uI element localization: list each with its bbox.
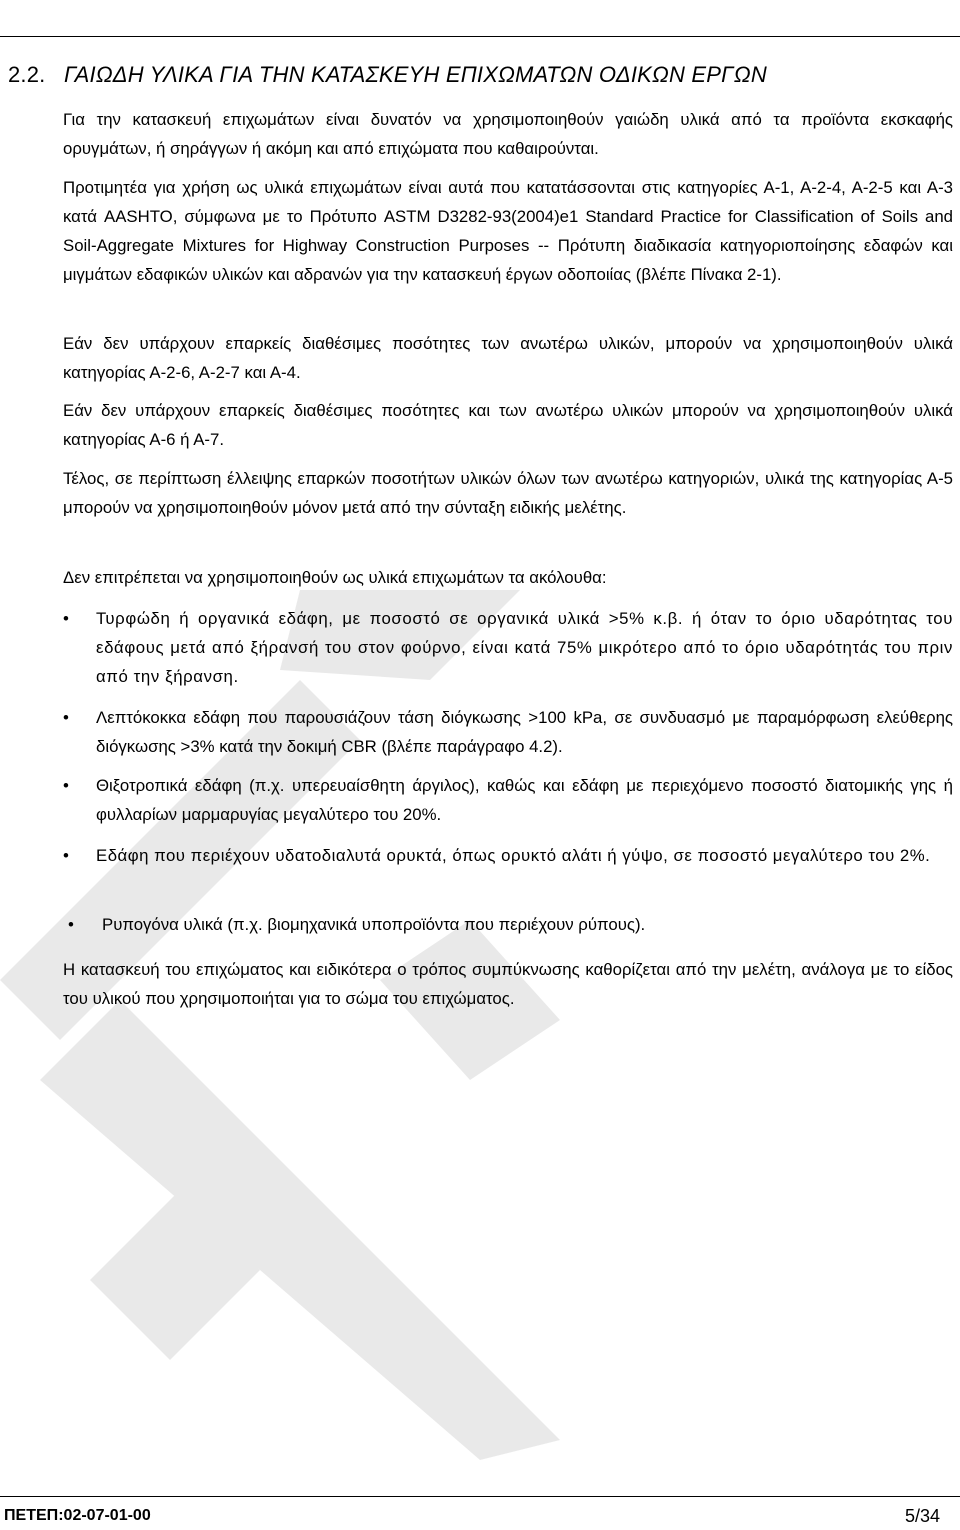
footer-rule — [0, 1496, 960, 1497]
bullet-marker: • — [63, 609, 69, 628]
list-item-soluble-minerals: Εδάφη που περιέχουν υδατοδιαλυτά ορυκτά, όπως ορυκτό αλάτι ή γύψο, σε ποσοστό μεγαλύτερο του 2%. — [96, 846, 931, 865]
list-item-thixotropic-soils: Θιξοτροπικά εδάφη (π.χ. υπερευαίσθητη άργιλος), καθώς και εδάφη με περιεχόμενο ποσοστό διατομικής γης ή φυλλαρίων μαρμαρυγίας μεγαλύτερο του 20%. — [96, 776, 953, 824]
footer-page-number: 5/34 — [904, 1506, 940, 1526]
bullet-marker: • — [63, 846, 69, 865]
bullet-marker: • — [63, 776, 69, 795]
paragraph-prohibited-intro: Δεν επιτρέπεται να χρησιμοποιηθούν ως υλικά επιχωμάτων τα ακόλουθα: — [63, 568, 607, 587]
footer-spec-code: ΠΕΤΕΠ:02-07-01-00 — [4, 1507, 151, 1524]
bullet-marker: • — [63, 708, 69, 727]
top-rule — [0, 36, 960, 37]
paragraph-a5-materials: Τέλος, σε περίπτωση έλλειψης επαρκών ποσοτήτων υλικών όλων των ανωτέρω κατηγοριών, υλικά της κατηγορίας Α-5 μπορούν να χρησιμοποιηθούν μόνον μετά από την σύνταξη ειδικής μελέτης. — [63, 469, 953, 517]
bullet-marker: • — [68, 915, 74, 934]
paragraph-alternative-materials: Εάν δεν υπάρχουν επαρκείς διαθέσιμες ποσότητες των ανωτέρω υλικών, μπορούν να χρησιμοποιηθούν υλικά κατηγορίας Α-2-6, Α-2-7 και Α-4. — [63, 334, 953, 382]
list-item-expansive-soils: Λεπτόκοκκα εδάφη που παρουσιάζουν τάση διόγκωσης >100 kPa, σε συνδυασμό με παραμόρφωση ελεύθερης διόγκωσης >3% κατά την δοκιμή CBR (βλέπε παράγραφο 4.2). — [96, 708, 953, 756]
section-title: ΓΑΙΩΔΗ ΥΛΙΚΑ ΓΙΑ ΤΗΝ ΚΑΤΑΣΚΕΥΗ ΕΠΙΧΩΜΑΤΩΝ ΟΔΙΚΩΝ ΕΡΓΩΝ — [64, 62, 767, 87]
section-heading — [8, 62, 767, 88]
paragraph-further-alternatives: Εάν δεν υπάρχουν επαρκείς διαθέσιμες ποσότητες και των ανωτέρω υλικών μπορούν να χρησιμοποιηθούν υλικά κατηγορίας Α-6 ή Α-7. — [63, 401, 953, 449]
paragraph-intro: Για την κατασκευή επιχωμάτων είναι δυνατόν να χρησιμοποιηθούν γαιώδη υλικά από τα προϊόντα εκσκαφής ορυγμάτων, ή σηράγγων ή ακόμη και από επιχώματα που καθαιρούνται. — [63, 110, 953, 158]
list-item-polluting-materials: Ρυπογόνα υλικά (π.χ. βιομηχανικά υποπροϊόντα που περιέχουν ρύπους). — [102, 915, 646, 934]
section-number: 2.2. — [8, 62, 46, 87]
paragraph-preferred-materials: Προτιμητέα για χρήση ως υλικά επιχωμάτων είναι αυτά που κατατάσσονται στις κατηγορίες Α-1, Α-2-4, Α-2-5 και Α-3 κατά AASHTO, σύμφωνα με το Πρότυπο ASTM D3282-93(2004)e1 Standard Practice for Classification of Soils and Soil-Aggregate Mixtures for Highway Construction Purposes -- Πρότυπη διαδικασία κατηγοριοποίησης εδαφών και μιγμάτων εδαφικών υλικών και αδρανών για την κατασκευή έργων οδοποιίας (βλέπε Πίνακα 2-1). — [63, 178, 953, 284]
paragraph-construction-method: Η κατασκευή του επιχώματος και ειδικότερα ο τρόπος συμπύκνωσης καθορίζεται από την μελέτη, ανάλογα με το είδος του υλικού που χρησιμοποιήται για το σώμα του επιχώματος. — [63, 960, 953, 1008]
list-item-organic-soils: Τυρφώδη ή οργανικά εδάφη, με ποσοστό σε οργανικά υλικά >5% κ.β. ή όταν το όριο υδαρότητας του εδάφους μετά από ξήρανσή του στον φούρνο, είναι κατά 75% μικρότερο από το όριο υδαρότητάς του πριν από την ξήρανση. — [96, 609, 953, 686]
